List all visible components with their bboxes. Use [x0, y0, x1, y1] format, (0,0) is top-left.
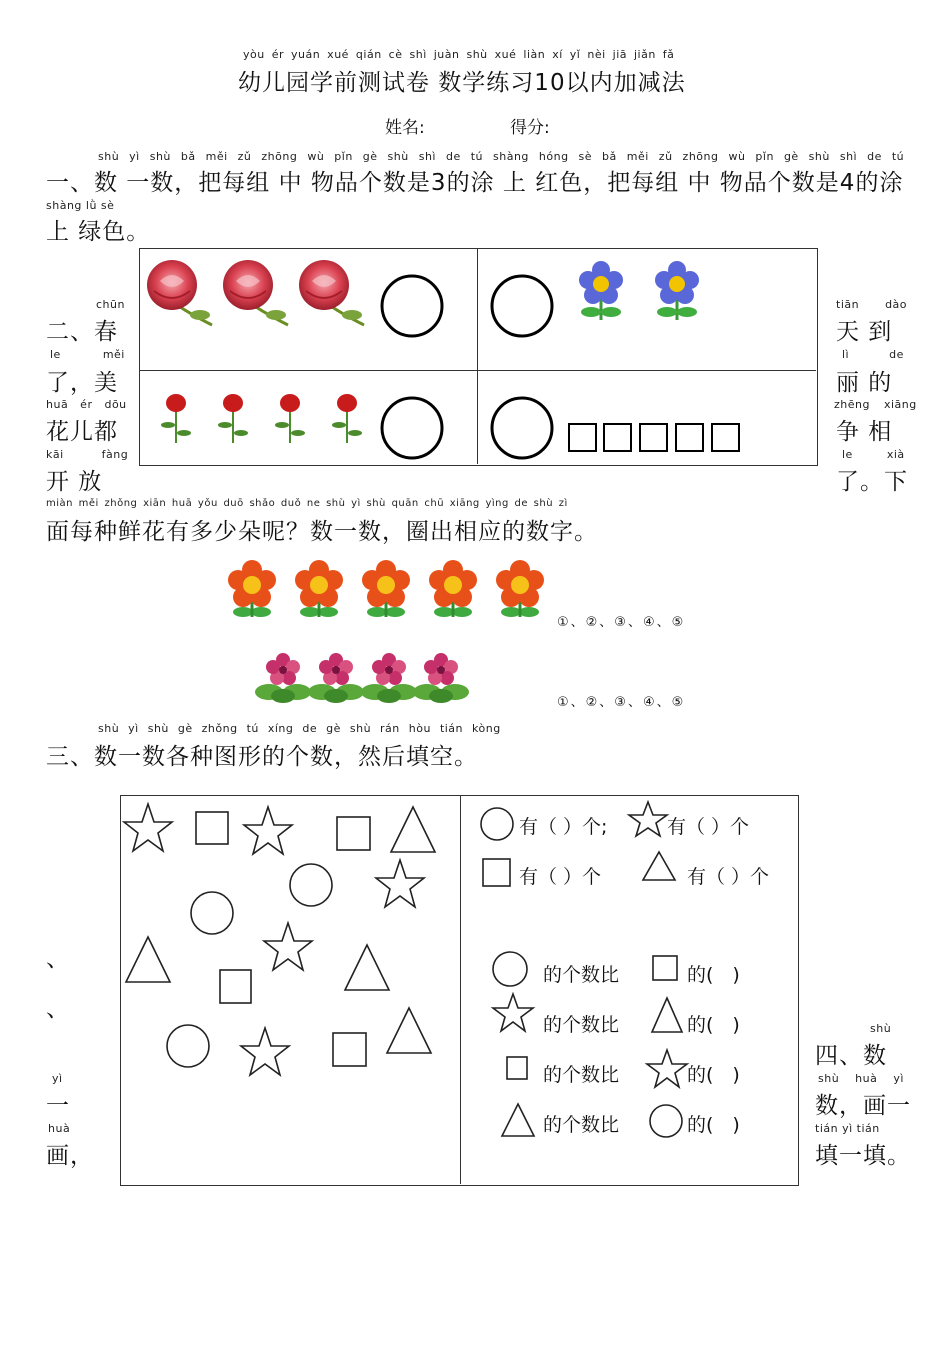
square-legend-icon: [483, 859, 510, 886]
star-shape: [124, 804, 172, 851]
count-star-text[interactable]: 有（ ）个: [667, 816, 750, 838]
compare-label-2: 的个数比: [543, 1014, 620, 1036]
q2-bottom-text: 面每种鲜花有多少朵呢？数一数，圈出相应的数字。: [46, 519, 598, 545]
page-title: 幼儿园学前测试卷 数学练习10以内加减法: [238, 70, 686, 96]
q4-right-pinyin-2: shù huà yì: [818, 1072, 904, 1085]
compare-tail-2[interactable]: 的( ): [687, 1014, 740, 1036]
triangle-legend-icon: [643, 852, 675, 880]
triangle-shape: [126, 937, 170, 982]
triangle-compare-icon: [652, 998, 682, 1032]
q3-text: 三、数一数各种图形的个数，然后填空。: [46, 744, 478, 770]
circle-compare-icon: [650, 1105, 682, 1137]
q4-left-pinyin-1: yì: [52, 1072, 63, 1085]
q2-left-pinyin-3: huā ér dōu: [46, 398, 127, 411]
q2-right-pinyin-4: le xià: [842, 448, 905, 461]
circle-shape: [290, 864, 332, 906]
q3-pinyin: shù yì shù gè zhǒng tú xíng de gè shù rán hòu tián kòng: [98, 722, 501, 735]
square-shape: [333, 1033, 366, 1066]
q2-left-pinyin-1: chūn: [96, 298, 125, 311]
q2-right-text-4: 了。下: [836, 469, 908, 495]
circle-legend-icon: [481, 808, 513, 840]
square-shape: [220, 970, 251, 1003]
q4-right-pinyin-3: tián yì tián: [815, 1122, 880, 1135]
q2-left-pinyin-4: kāi fàng: [46, 448, 129, 461]
q2-left-pinyin-2: le měi: [50, 348, 125, 361]
compare-label-3: 的个数比: [543, 1064, 620, 1086]
q4-right-text-1: 四、数: [815, 1043, 887, 1069]
square-compare-icon: [507, 1057, 527, 1079]
q2-bottom-pinyin: miàn měi zhǒng xiān huā yǒu duō shǎo duǒ ne shù yì shù quān chū xiāng yìng de shù zì: [46, 498, 568, 509]
title-pinyin: yòu ér yuán xué qián cè shì juàn shù xué liàn xí yǐ nèi jiā jiǎn fǎ: [243, 48, 675, 61]
q1-pinyin-line2: shàng lǜ sè: [46, 199, 115, 212]
star-shape: [376, 860, 424, 907]
q2-left-text-2: 了，美: [46, 370, 118, 396]
triangle-shape: [391, 807, 435, 852]
q2-choices-1[interactable]: ①、②、③、④、⑤: [557, 615, 686, 630]
q4-right-text-3: 填一填。: [815, 1143, 911, 1169]
q4-left-pinyin-2: huà: [48, 1122, 71, 1135]
q4-left-text-2: 画，: [46, 1143, 94, 1169]
square-shape: [337, 817, 370, 850]
star-shape: [241, 1028, 289, 1075]
compare-label-4: 的个数比: [543, 1114, 620, 1136]
q4-right-text-2: 数，画一: [815, 1093, 911, 1119]
q2-choices-2[interactable]: ①、②、③、④、⑤: [557, 695, 686, 710]
count-square-text[interactable]: 有（ ）个: [519, 866, 602, 888]
count-triangle-text[interactable]: 有（ ）个: [687, 866, 770, 888]
compare-tail-1[interactable]: 的( ): [687, 964, 740, 986]
q1-pinyin-line1: shù yì shù bǎ měi zǔ zhōng wù pǐn gè shù shì de tú shàng hóng sè bǎ měi zǔ zhōng wù pǐn gè shù shì de tú: [98, 150, 905, 163]
q2-left-text-3: 花儿都: [46, 419, 118, 445]
square-shape: [196, 812, 228, 844]
left-mark-2: 、: [46, 996, 70, 1022]
triangle-shape: [345, 945, 389, 990]
star-shape: [244, 807, 292, 854]
circle-compare-icon: [493, 952, 527, 986]
star-compare-icon: [647, 1050, 687, 1087]
star-compare-icon: [493, 994, 533, 1031]
star-legend-icon: [629, 802, 667, 836]
q2-left-text-1: 二、春: [46, 319, 118, 345]
q2-right-pinyin-1: tiān dào: [836, 298, 908, 311]
q1-text-line1: 一、数 一数，把每组 中 物品个数是3的涂 上 红色，把每组 中 物品个数是4的涂: [46, 170, 904, 196]
q2-right-text-1: 天 到: [836, 319, 893, 345]
count-circle-text[interactable]: 有（ ）个;: [519, 816, 608, 838]
circle-shape: [191, 892, 233, 934]
triangle-shape: [387, 1008, 431, 1053]
star-shape: [264, 923, 312, 970]
q1-text-line2: 上 绿色。: [46, 219, 151, 245]
compare-tail-3[interactable]: 的( ): [687, 1064, 740, 1086]
q4-left-text-1: 一: [46, 1093, 70, 1119]
score-label: 得分:: [510, 118, 550, 138]
q2-right-text-3: 争 相: [836, 419, 893, 445]
q2-right-text-2: 丽 的: [836, 370, 893, 396]
q4-right-pinyin-1: shù: [870, 1022, 892, 1035]
name-label: 姓名:: [385, 118, 425, 138]
compare-label-1: 的个数比: [543, 964, 620, 986]
compare-tail-4[interactable]: 的( ): [687, 1114, 740, 1136]
circle-shape: [167, 1025, 209, 1067]
q2-right-pinyin-3: zhēng xiāng: [834, 398, 917, 411]
left-mark-1: 、: [46, 946, 70, 972]
square-compare-icon: [653, 956, 677, 980]
q2-left-text-4: 开 放: [46, 469, 103, 495]
q2-right-pinyin-2: lì de: [842, 348, 904, 361]
triangle-compare-icon: [502, 1104, 534, 1136]
